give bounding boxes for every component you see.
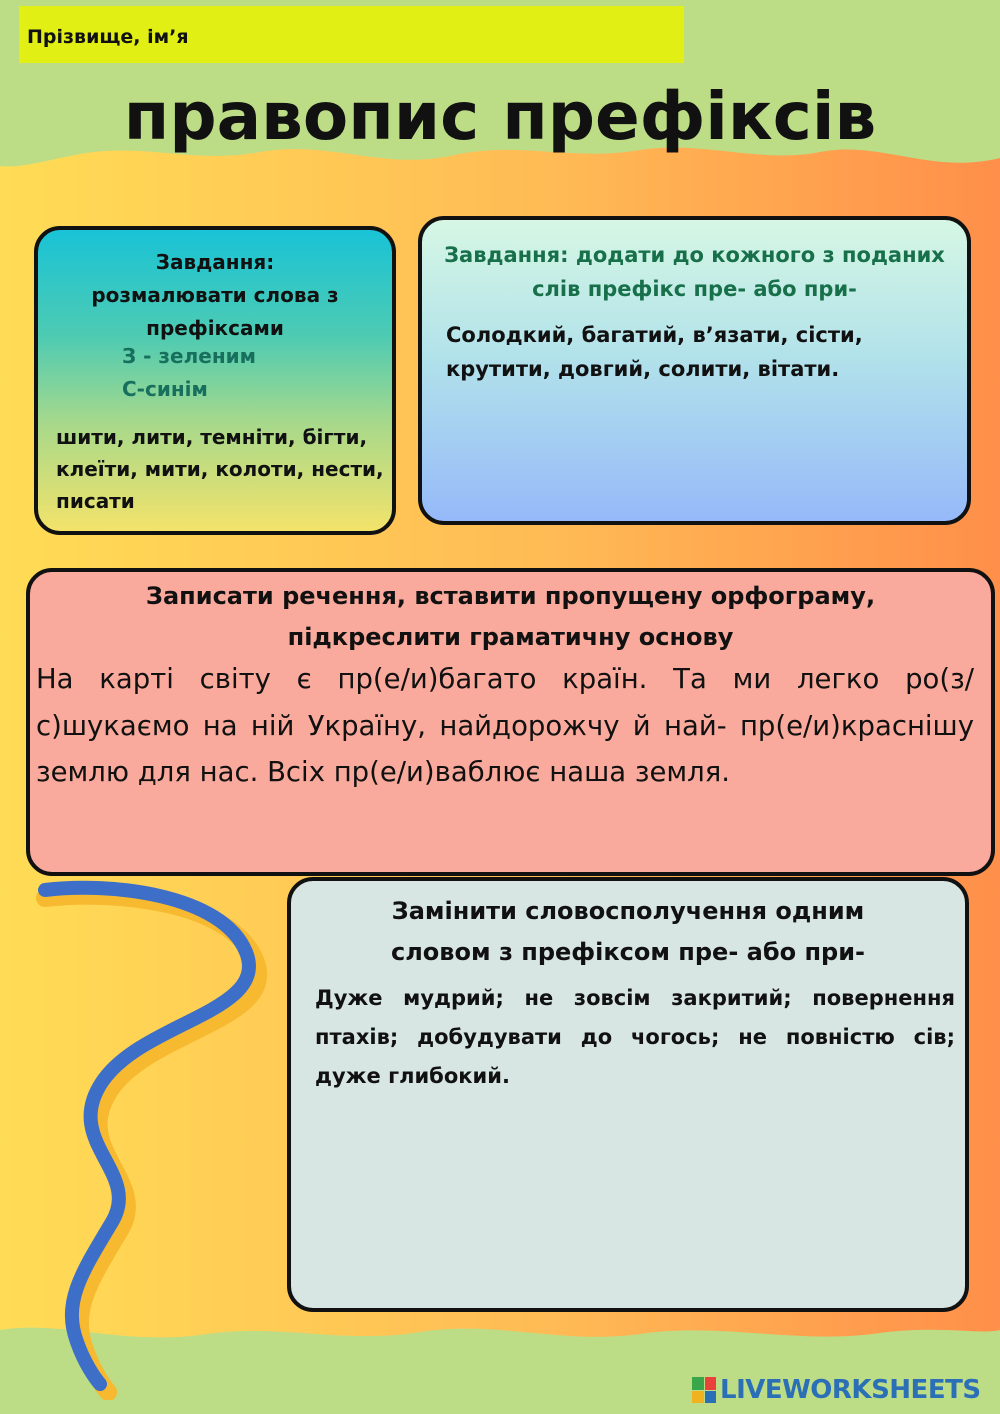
task-coloring-words: шити, лити, темніти, бігти, клеїти, мити, колоти, нести, писати [56, 425, 384, 513]
liveworksheets-logo-icon [692, 1377, 716, 1403]
task-prefix-heading: Завдання: додати до кожного з поданих слів префікс пре- або при- [444, 243, 945, 301]
task-prefix-card [418, 216, 971, 525]
brand-footer [692, 1374, 981, 1406]
page-title: правопис префіксів [123, 78, 877, 155]
rule-s-blue: С-синім [122, 377, 208, 401]
brand-name: LIVEWORKSHEETS [720, 1375, 981, 1405]
task-sentence-heading: Записати речення, вставити пропущену орфограму, підкреслити граматичну основу [145, 582, 876, 651]
task-sentence-text: На карті світу є пр(е/и)багато країн. Та ми легко ро(з/с)шукаємо на ній Україну, найдорожчу й най- пр(е/и)краснішу землю для нас. Всіх пр(е/и)ваблює наша земля. [36, 663, 974, 788]
task-coloring-card [34, 226, 396, 535]
rule-z-green: З - зеленим [122, 344, 257, 368]
task-replace-text: Дуже мудрий; не зовсім закритий; повернення птахів; добудувати до чогось; не повністю сів; дуже глибокий. [315, 986, 955, 1088]
task-prefix-words: Солодкий, багатий, в’язати, сісти, крутити, довгий, солити, вітати. [446, 323, 863, 381]
ribbon-decoration [30, 880, 290, 1400]
task-sentence-card [26, 568, 995, 876]
task-replace-heading: Замінити словосполучення одним словом з префіксом пре- або при- [391, 897, 865, 966]
task-coloring-heading: Завдання: розмалювати слова з префіксами [91, 250, 339, 340]
name-field [19, 6, 684, 63]
task-replace-card [287, 877, 969, 1312]
name-label: Прізвище, ім’я [27, 26, 189, 48]
